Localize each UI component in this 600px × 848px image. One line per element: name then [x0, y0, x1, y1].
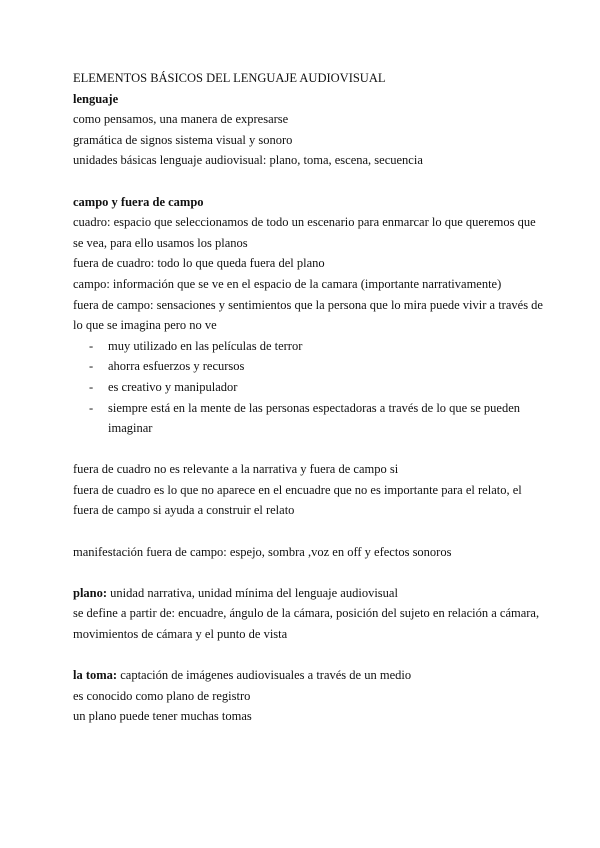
fuera-cuadro-line: fuera de campo si ayuda a construir el relato	[73, 503, 295, 518]
campo-heading: campo y fuera de campo	[73, 194, 204, 209]
bullet-dash: -	[89, 359, 94, 374]
plano-definition-line	[73, 583, 533, 604]
campo-line: cuadro: espacio que seleccionamos de todo un escenario para enmarcar lo que queremos que	[73, 215, 536, 230]
campo-line: fuera de cuadro: todo lo que queda fuera del plano	[73, 256, 325, 271]
lenguaje-line: unidades básicas lenguaje audiovisual: plano, toma, escena, secuencia	[73, 153, 423, 168]
campo-line: campo: información que se ve en el espacio de la camara (importante narrativamente)	[73, 276, 502, 291]
bullet-dash: -	[89, 379, 94, 394]
lenguaje-line: gramática de signos sistema visual y sonoro	[73, 132, 293, 147]
plano-definition: unidad narrativa, unidad mínima del lenguaje audiovisual	[107, 585, 398, 600]
toma-line: un plano puede tener muchas tomas	[73, 709, 252, 724]
toma-line: es conocido como plano de registro	[73, 688, 251, 703]
document-title: ELEMENTOS BÁSICOS DEL LENGUAJE AUDIOVISUAL	[73, 71, 386, 85]
campo-line: se vea, para ello usamos los planos	[73, 235, 248, 250]
campo-line: fuera de campo: sensaciones y sentimientos que la persona que lo mira puede vivir a través de	[73, 297, 543, 312]
bullet-dash: -	[89, 400, 94, 415]
bullet-dash: -	[89, 338, 94, 353]
plano-line: movimientos de cámara y el punto de vista	[73, 627, 288, 642]
fuera-de-campo-bullet-list	[73, 336, 533, 439]
paragraph-gap	[73, 521, 533, 542]
document-page	[73, 68, 543, 727]
paragraph-gap	[73, 439, 533, 460]
fuera-cuadro-line: fuera de cuadro es lo que no aparece en el encuadre que no es importante para el relato, el	[73, 482, 522, 497]
bullet-item	[73, 336, 533, 357]
paragraph-gap	[73, 645, 533, 666]
manifestacion-line: manifestación fuera de campo: espejo, sombra ,voz en off y efectos sonoros	[73, 544, 452, 559]
toma-label: la toma:	[73, 668, 118, 683]
toma-definition: captación de imágenes audiovisuales a través de un medio	[117, 668, 412, 683]
bullet-item	[73, 398, 533, 439]
plano-line: se define a partir de: encuadre, ángulo de la cámara, posición del sujeto en relación a cámara,	[73, 606, 540, 621]
lenguaje-heading: lenguaje	[73, 91, 119, 106]
lenguaje-line: como pensamos, una manera de expresarse	[73, 112, 289, 127]
toma-definition-line	[73, 665, 533, 686]
bullet-text: ahorra esfuerzos y recursos	[108, 359, 245, 374]
campo-line: lo que se imagina pero no ve	[73, 318, 217, 333]
plano-label: plano:	[73, 585, 108, 600]
bullet-text: es creativo y manipulador	[108, 379, 238, 394]
bullet-item	[73, 356, 533, 377]
bullet-text: siempre está en la mente de las personas espectadoras a través de lo que se pueden imaginar	[108, 400, 520, 436]
bullet-item	[73, 377, 533, 398]
bullet-text: muy utilizado en las películas de terror	[108, 338, 303, 353]
paragraph-gap	[73, 562, 533, 583]
fuera-cuadro-line: fuera de cuadro no es relevante a la narrativa y fuera de campo si	[73, 462, 399, 477]
paragraph-gap	[73, 171, 533, 192]
